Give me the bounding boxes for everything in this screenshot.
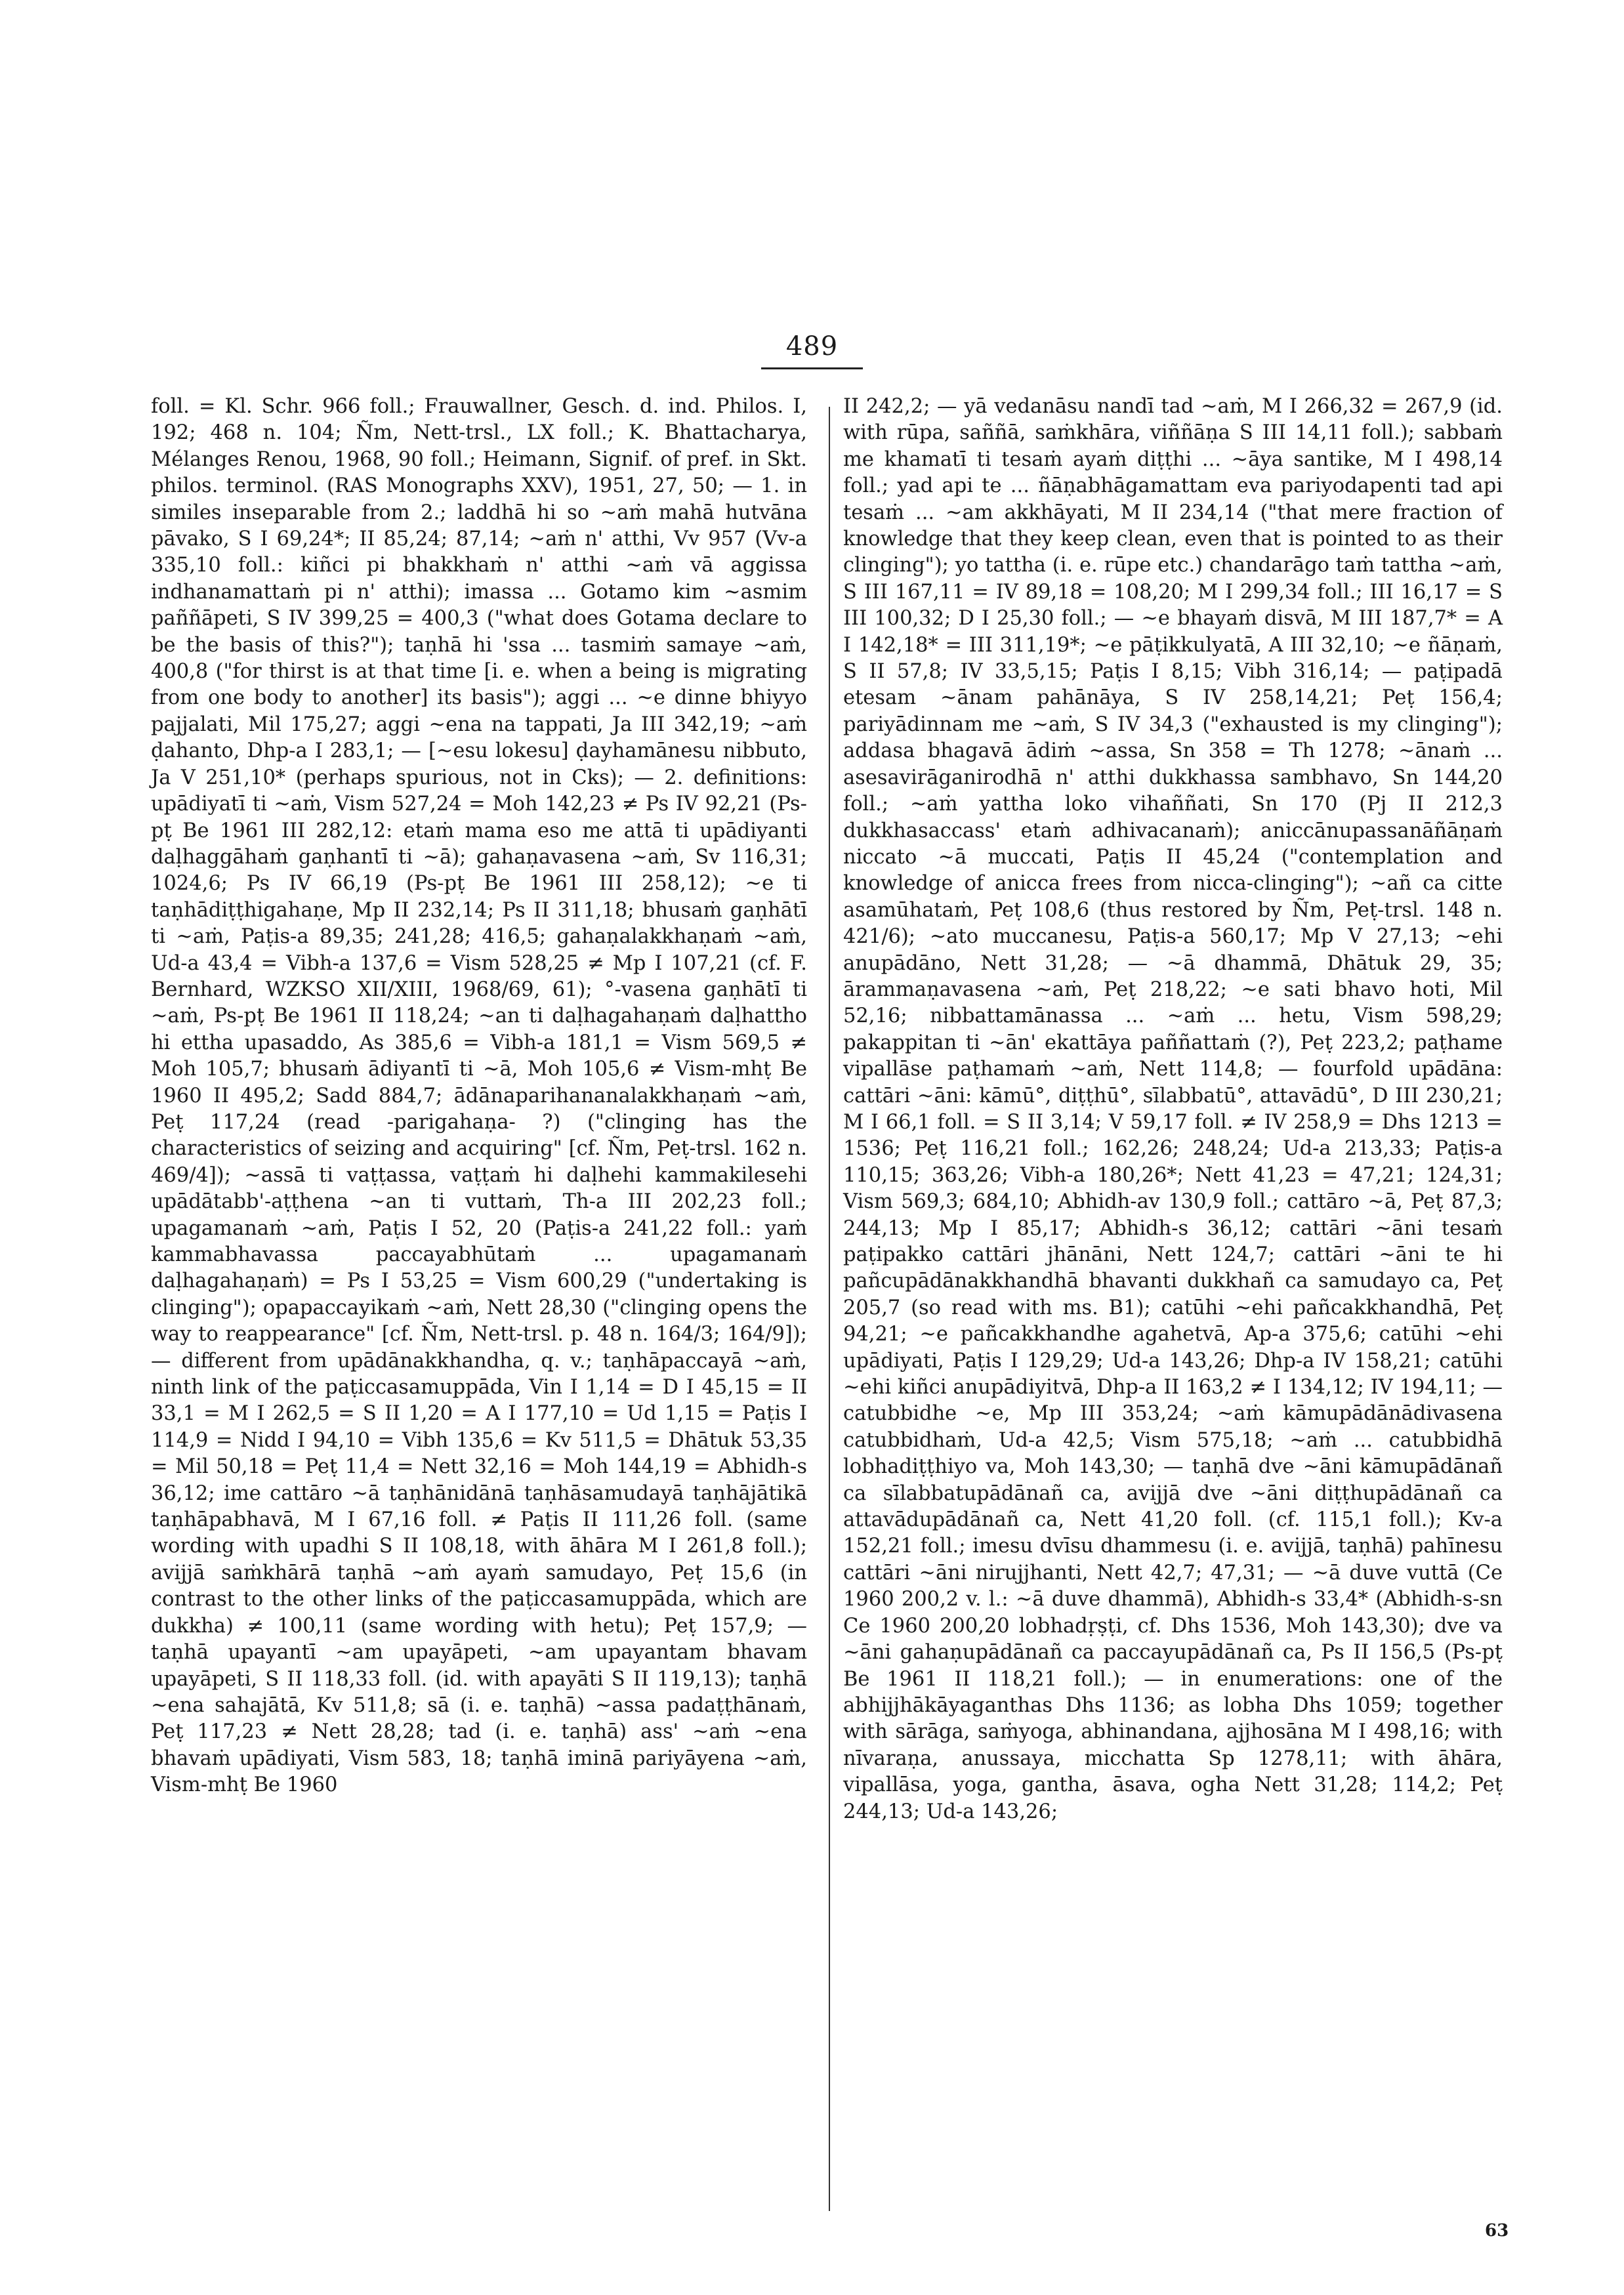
header-rule — [761, 367, 863, 369]
column-left-text: foll. = Kl. Schr. 966 foll.; Frauwallner, Gesch. d. ind. Philos. I, 192; 468 n. 104; Ñm, Nett-trsl., LX foll.; K. Bhattacharya, Mélanges Renou, 1968, 90 foll.; Heimann, Signif. of pref. in Skt. philos. terminol. (RAS Monographs XXV), 1951, 27, 50; — 1. in similes inseparable from 2.; laddhā hi so ~aṁ mahā hutvāna pāvako, S I 69,24*; II 85,24; 87,14; ~aṁ n' atthi, Vv 957 (Vv-a 335,10 foll.: kiñci pi bhakkhaṁ n' atthi ~aṁ vā aggissa indhanamattaṁ pi n' atthi); imassa ... Gotamo kim ~asmim paññāpeti, S IV 399,25 = 400,3 ("what does Gotama declare to be the basis of this?"); taṇhā hi 'ssa ... tasmiṁ samaye ~aṁ, 400,8 ("for thirst is at that time [i. e. when a being is migrating from one body to another] its basis"); aggi ... ~e dinne bhiyyo pajjalati, Mil 175,27; aggi ~ena na tappati, Ja III 342,19; ~aṁ ḍahanto, Dhp-a I 283,1; — [~esu lokesu] ḍayhamānesu nibbuto, Ja V 251,10* (perhaps spurious, not in Cks); — 2. definitions: upādiyatī ti ~aṁ, Vism 527,24 = Moh 142,23 ≠ Ps IV 92,21 (Ps-pṭ Be 1961 III 282,12: etaṁ mama eso me attā ti upādiyanti daḷhaggāhaṁ gaṇhantī ti ~ā); gahaṇavasena ~aṁ, Sv 116,31; 1024,6; Ps IV 66,19 (Ps-pṭ Be 1961 III 258,12); ~e ti taṇhādiṭṭhigahaṇe, Mp II 232,14; Ps II 311,18; bhusaṁ gaṇhātī ti ~aṁ, Paṭis-a 89,35; 241,28; 416,5; gahaṇalakkhaṇaṁ ~aṁ, Ud-a 43,4 = Vibh-a 137,6 = Vism 528,25 ≠ Mp I 107,21 (cf. F. Bernhard, WZKSO XII/XIII, 1968/69, 61); °-vasena gaṇhātī ti ~aṁ, Ps-pṭ Be 1961 II 118,24; ~an ti daḷhagahaṇaṁ daḷhattho hi ettha upasaddo, As 385,6 = Vibh-a 181,1 = Vism 569,5 ≠ Moh 105,7; bhusaṁ ādiyantī ti ~ā, Moh 105,6 ≠ Vism-mhṭ Be 1960 II 495,2; Sadd 884,7; ādānaparihananalakkhaṇaṁ ~aṁ, Peṭ 117,24 (read -parigahaṇa- ?) ("clinging has the characteristics of seizing and acquiring" [cf. Ñm, Peṭ-trsl. 162 n. 469/4]); ~assā ti vaṭṭassa, vaṭṭaṁ hi daḷhehi kammakilesehi upādātabb'-aṭṭhena ~an ti vuttaṁ, Th-a III 202,23 foll.; upagamanaṁ ~aṁ, Paṭis I 52, 20 (Paṭis-a 241,22 foll.: yaṁ kammabhavassa paccayabhūtaṁ ... upagamanaṁ daḷhagahaṇaṁ) = Ps I 53,25 = Vism 600,29 ("undertaking is clinging"); opapaccayikaṁ ~aṁ, Nett 28,30 ("clinging opens the way to reappearance" [cf. Ñm, Nett-trsl. p. 48 n. 164/3; 164/9]); — different from upādānakkhandha, q. v.; taṇhāpaccayā ~aṁ, ninth link of the paṭiccasamuppāda, Vin I 1,14 = D I 45,15 = II 33,1 = M I 262,5 = S II 1,20 = A I 177,10 = Ud 1,15 = Paṭis I 114,9 = Nidd I 94,10 = Vibh 135,6 = Kv 511,5 = Dhātuk 53,35 = Mil 50,18 = Peṭ 11,4 = Nett 32,16 = Moh 144,19 = Abhidh-s 36,12; ime cattāro ~ā taṇhānidānā taṇhāsamudayā taṇhājātikā taṇhāpabhavā, M I 67,16 foll. ≠ Paṭis II 111,26 foll. (same wording with upadhi S II 108,18, with āhāra M I 261,8 foll.); avijjā saṁkhārā taṇhā ~aṁ ayaṁ samudayo, Peṭ 15,6 (in contrast to the other links of the paṭiccasamuppāda, which are dukkha) ≠ 100,11 (same wording with hetu); Peṭ 157,9; — taṇhā upayantī ~am upayāpeti, ~am upayantam bhavam upayāpeti, S II 118,33 foll. (id. with apayāti S II 119,13); taṇhā ~ena sahajātā, Kv 511,8; sā (i. e. taṇhā) ~assa padaṭṭhānaṁ, Peṭ 117,23 ≠ Nett 28,28; tad (i. e. taṇhā) ass' ~aṁ ~ena bhavaṁ upādiyati, Vism 583, 18; taṇhā iminā pariyāyena ~aṁ, Vism-mhṭ Be 1960 — [151, 395, 814, 1797]
text-column-left — [151, 394, 814, 1799]
text-column-right — [843, 394, 1509, 1825]
page-number: 489 — [785, 331, 839, 362]
signature-mark: 63 — [1485, 2221, 1509, 2241]
column-divider — [829, 407, 830, 2211]
column-right-text: II 242,2; — yā vedanāsu nandī tad ~aṁ, M I 266,32 = 267,9 (id. with rūpa, saññā, saṁkhāra, viññāṇa S III 14,11 foll.); sabbaṁ me khamatī ti tesaṁ ayaṁ diṭṭhi ... ~āya santike, M I 498,14 foll.; yad api te ... ñāṇabhāgamattam eva pariyodapenti tad api tesaṁ ... ~am akkhāyati, M II 234,14 ("that mere fraction of knowledge that they keep clean, even that is pointed to as their clinging"); yo tattha (i. e. rūpe etc.) chandarāgo taṁ tattha ~aṁ, S III 167,11 = IV 89,18 = 108,20; M I 299,34 foll.; III 16,17 = S III 100,32; D I 25,30 foll.; — ~e bhayaṁ disvā, M III 187,7* = A I 142,18* = III 311,19*; ~e pāṭikkulyatā, A III 32,10; ~e ñāṇaṁ, S II 57,8; IV 33,5,15; Paṭis I 8,15; Vibh 316,14; — paṭipadā etesam ~ānam pahānāya, S IV 258,14,21; Peṭ 156,4; pariyādinnam me ~aṁ, S IV 34,3 ("exhausted is my clinging"); addasa bhagavā ādiṁ ~assa, Sn 358 = Th 1278; ~ānaṁ ... asesavirāganirodhā n' atthi dukkhassa sambhavo, Sn 144,20 foll.; ~aṁ yattha loko vihaññati, Sn 170 (Pj II 212,3 dukkhasaccass' etaṁ adhivacanaṁ); aniccānupassanāñāṇaṁ niccato ~ā muccati, Paṭis II 45,24 ("contemplation and knowledge of anicca frees from nicca-clinging"); ~añ ca citte asamūhataṁ, Peṭ 108,6 (thus restored by Ñm, Peṭ-trsl. 148 n. 421/6); ~ato muccanesu, Paṭis-a 560,17; Mp V 27,13; ~ehi anupādāno, Nett 31,28; — ~ā dhammā, Dhātuk 29, 35; ārammaṇavasena ~aṁ, Peṭ 218,22; ~e sati bhavo hoti, Mil 52,16; nibbattamānassa ... ~aṁ ... hetu, Vism 598,29; pakappitan ti ~ān' ekattāya paññattaṁ (?), Peṭ 223,2; paṭhame vipallāse paṭhamaṁ ~aṁ, Nett 114,8; — fourfold upādāna: cattāri ~āni: kāmū°, diṭṭhū°, sīlabbatū°, attavādū°, D III 230,21; M I 66,1 foll. = S II 3,14; V 59,17 foll. ≠ IV 258,9 = Dhs 1213 = 1536; Peṭ 116,21 foll.; 162,26; 248,24; Ud-a 213,33; Paṭis-a 110,15; 363,26; Vibh-a 180,26*; Nett 41,23 = 47,21; 124,31; Vism 569,3; 684,10; Abhidh-av 130,9 foll.; cattāro ~ā, Peṭ 87,3; 244,13; Mp I 85,17; Abhidh-s 36,12; cattāri ~āni tesaṁ paṭipakko cattāri jhānāni, Nett 124,7; cattāri ~āni te hi pañcupādānakkhandhā bhavanti dukkhañ ca samudayo ca, Peṭ 205,7 (so read with ms. B1); catūhi ~ehi pañcakkhandhā, Peṭ 94,21; ~e pañcakkhandhe agahetvā, Ap-a 375,6; catūhi ~ehi upādiyati, Paṭis I 129,29; Ud-a 143,26; Dhp-a IV 158,21; catūhi ~ehi kiñci anupādiyitvā, Dhp-a II 163,2 ≠ I 134,12; IV 194,11; — catubbidhe ~e, Mp III 353,24; ~aṁ kāmupādānādivasena catubbidhaṁ, Ud-a 42,5; Vism 575,18; ~aṁ ... catubbidhā lobhadiṭṭhiyo va, Moh 143,30; — taṇhā dve ~āni kāmupādānañ ca sīlabbatupādānañ ca, avijjā dve ~āni diṭṭhupādānañ ca attavādupādānañ ca, Nett 41,20 foll. (cf. 115,1 foll.); Kv-a 152,21 foll.; imesu dvīsu dhammesu (i. e. avijjā, taṇhā) pahīnesu cattāri ~āni nirujjhanti, Nett 42,7; 47,31; — ~ā duve vuttā (Ce 1960 200,2 v. l.: ~ā duve dhammā), Abhidh-s 33,4* (Abhidh-s-sn Ce 1960 200,20 lobhadṛṣṭi, cf. Dhs 1536, Moh 143,30); dve va ~āni gahaṇupādānañ ca paccayupādānañ ca, Ps II 156,5 (Ps-pṭ Be 1961 II 118,21 foll.); — in enumerations: one of the abhijjhākāyaganthas Dhs 1136; as lobha Dhs 1059; together with sārāga, saṁyoga, abhinandana, ajjhosāna M I 498,16; with nīvaraṇa, anussaya, micchatta Sp 1278,11; with āhāra, vipallāsa, yoga, gantha, āsava, ogha Nett 31,28; 114,2; Peṭ 244,13; Ud-a 143,26; — [843, 395, 1509, 1823]
